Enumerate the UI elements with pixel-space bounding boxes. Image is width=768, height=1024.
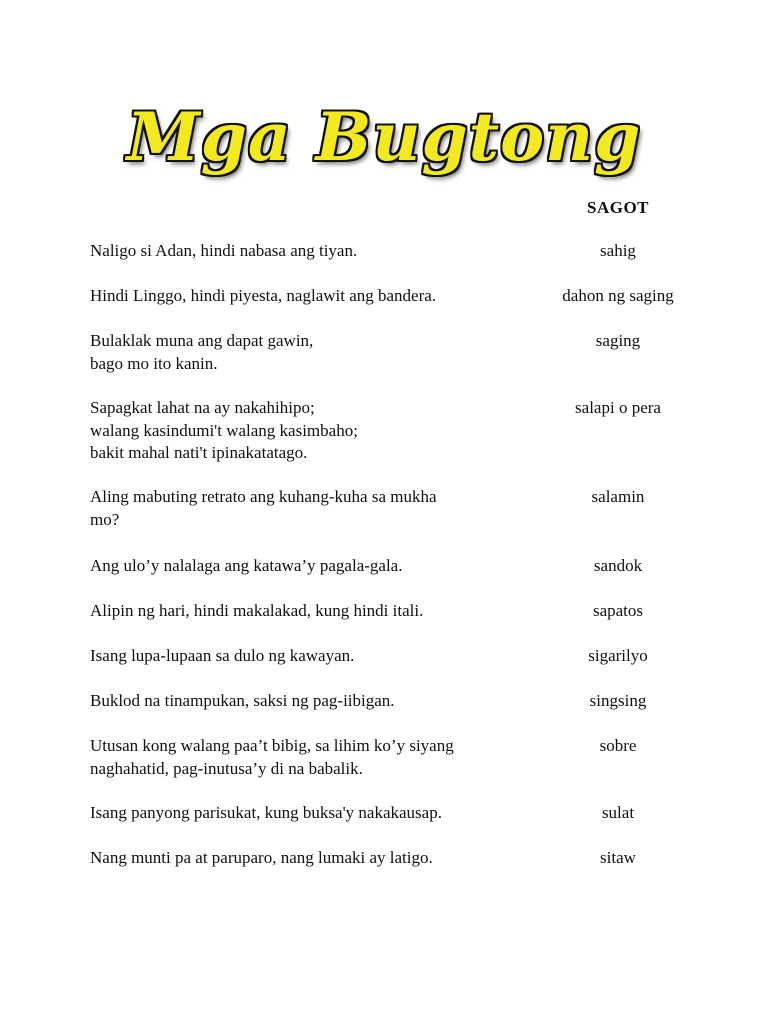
riddle-line: Isang panyong parisukat, kung buksa'y nakakausap.: [90, 803, 442, 822]
riddle-line: walang kasindumi't walang kasimbaho;: [90, 420, 358, 440]
riddle-question: [90, 240, 520, 263]
riddle-answer: sigarilyo: [588, 646, 648, 665]
riddle-answer: salamin: [591, 487, 645, 506]
riddle-answer: salapi o pera: [575, 398, 661, 417]
riddle-answer: sitaw: [600, 848, 636, 867]
riddle-question: [90, 600, 520, 623]
riddle-answer: sapatos: [592, 601, 644, 620]
riddle-question: [90, 397, 520, 465]
riddle-line: Bulaklak muna ang dapat gawin,: [90, 331, 314, 350]
page-title: Mga Bugtong: [126, 98, 642, 176]
riddle-line: bakit mahal nati't ipinakatatago.: [90, 443, 308, 462]
riddle-answer: dahon ng saging: [562, 286, 674, 305]
riddle-line: mo?: [90, 509, 120, 529]
riddle-question: [90, 486, 520, 531]
riddle-line: bago mo ito kanin.: [90, 353, 218, 373]
riddle-question: [90, 555, 520, 578]
riddle-question: [90, 847, 520, 870]
riddle-question: [90, 802, 520, 825]
riddle-line: naghahatid, pag-inutusa’y di na babalik.: [90, 758, 363, 778]
riddle-line: Buklod na tinampukan, saksi ng pag-iibigan.: [90, 691, 395, 710]
riddle-line: Alipin ng hari, hindi makalakad, kung hindi itali.: [90, 601, 424, 620]
riddle-answer: sandok: [593, 556, 643, 575]
riddle-line: Nang munti pa at paruparo, nang lumaki ay latigo.: [90, 848, 433, 867]
riddle-line: Sapagkat lahat na ay nakahihipo;: [90, 398, 315, 417]
riddle-question: [90, 645, 520, 668]
answer-column-header: SAGOT: [586, 198, 650, 217]
riddle-question: [90, 690, 520, 713]
riddle-answer: singsing: [589, 691, 647, 710]
riddle-line: Aling mabuting retrato ang kuhang-kuha sa mukha: [90, 487, 437, 506]
riddle-answer: saging: [595, 331, 641, 350]
riddle-question: [90, 285, 520, 308]
riddle-line: Ang ulo’y nalalaga ang katawa’y pagala-gala.: [90, 556, 403, 575]
riddle-answer: sahig: [600, 241, 636, 260]
riddle-line: Naligo si Adan, hindi nabasa ang tiyan.: [90, 241, 358, 260]
riddle-line: Isang lupa-lupaan sa dulo ng kawayan.: [90, 646, 355, 665]
riddle-line: Hindi Linggo, hindi piyesta, naglawit ang bandera.: [90, 286, 437, 305]
riddle-line: Utusan kong walang paa’t bibig, sa lihim ko’y siyang: [90, 736, 454, 755]
riddle-question: [90, 330, 520, 375]
riddle-question: [90, 735, 520, 780]
riddle-answer: sulat: [601, 803, 635, 822]
riddle-answer: sobre: [599, 736, 637, 755]
